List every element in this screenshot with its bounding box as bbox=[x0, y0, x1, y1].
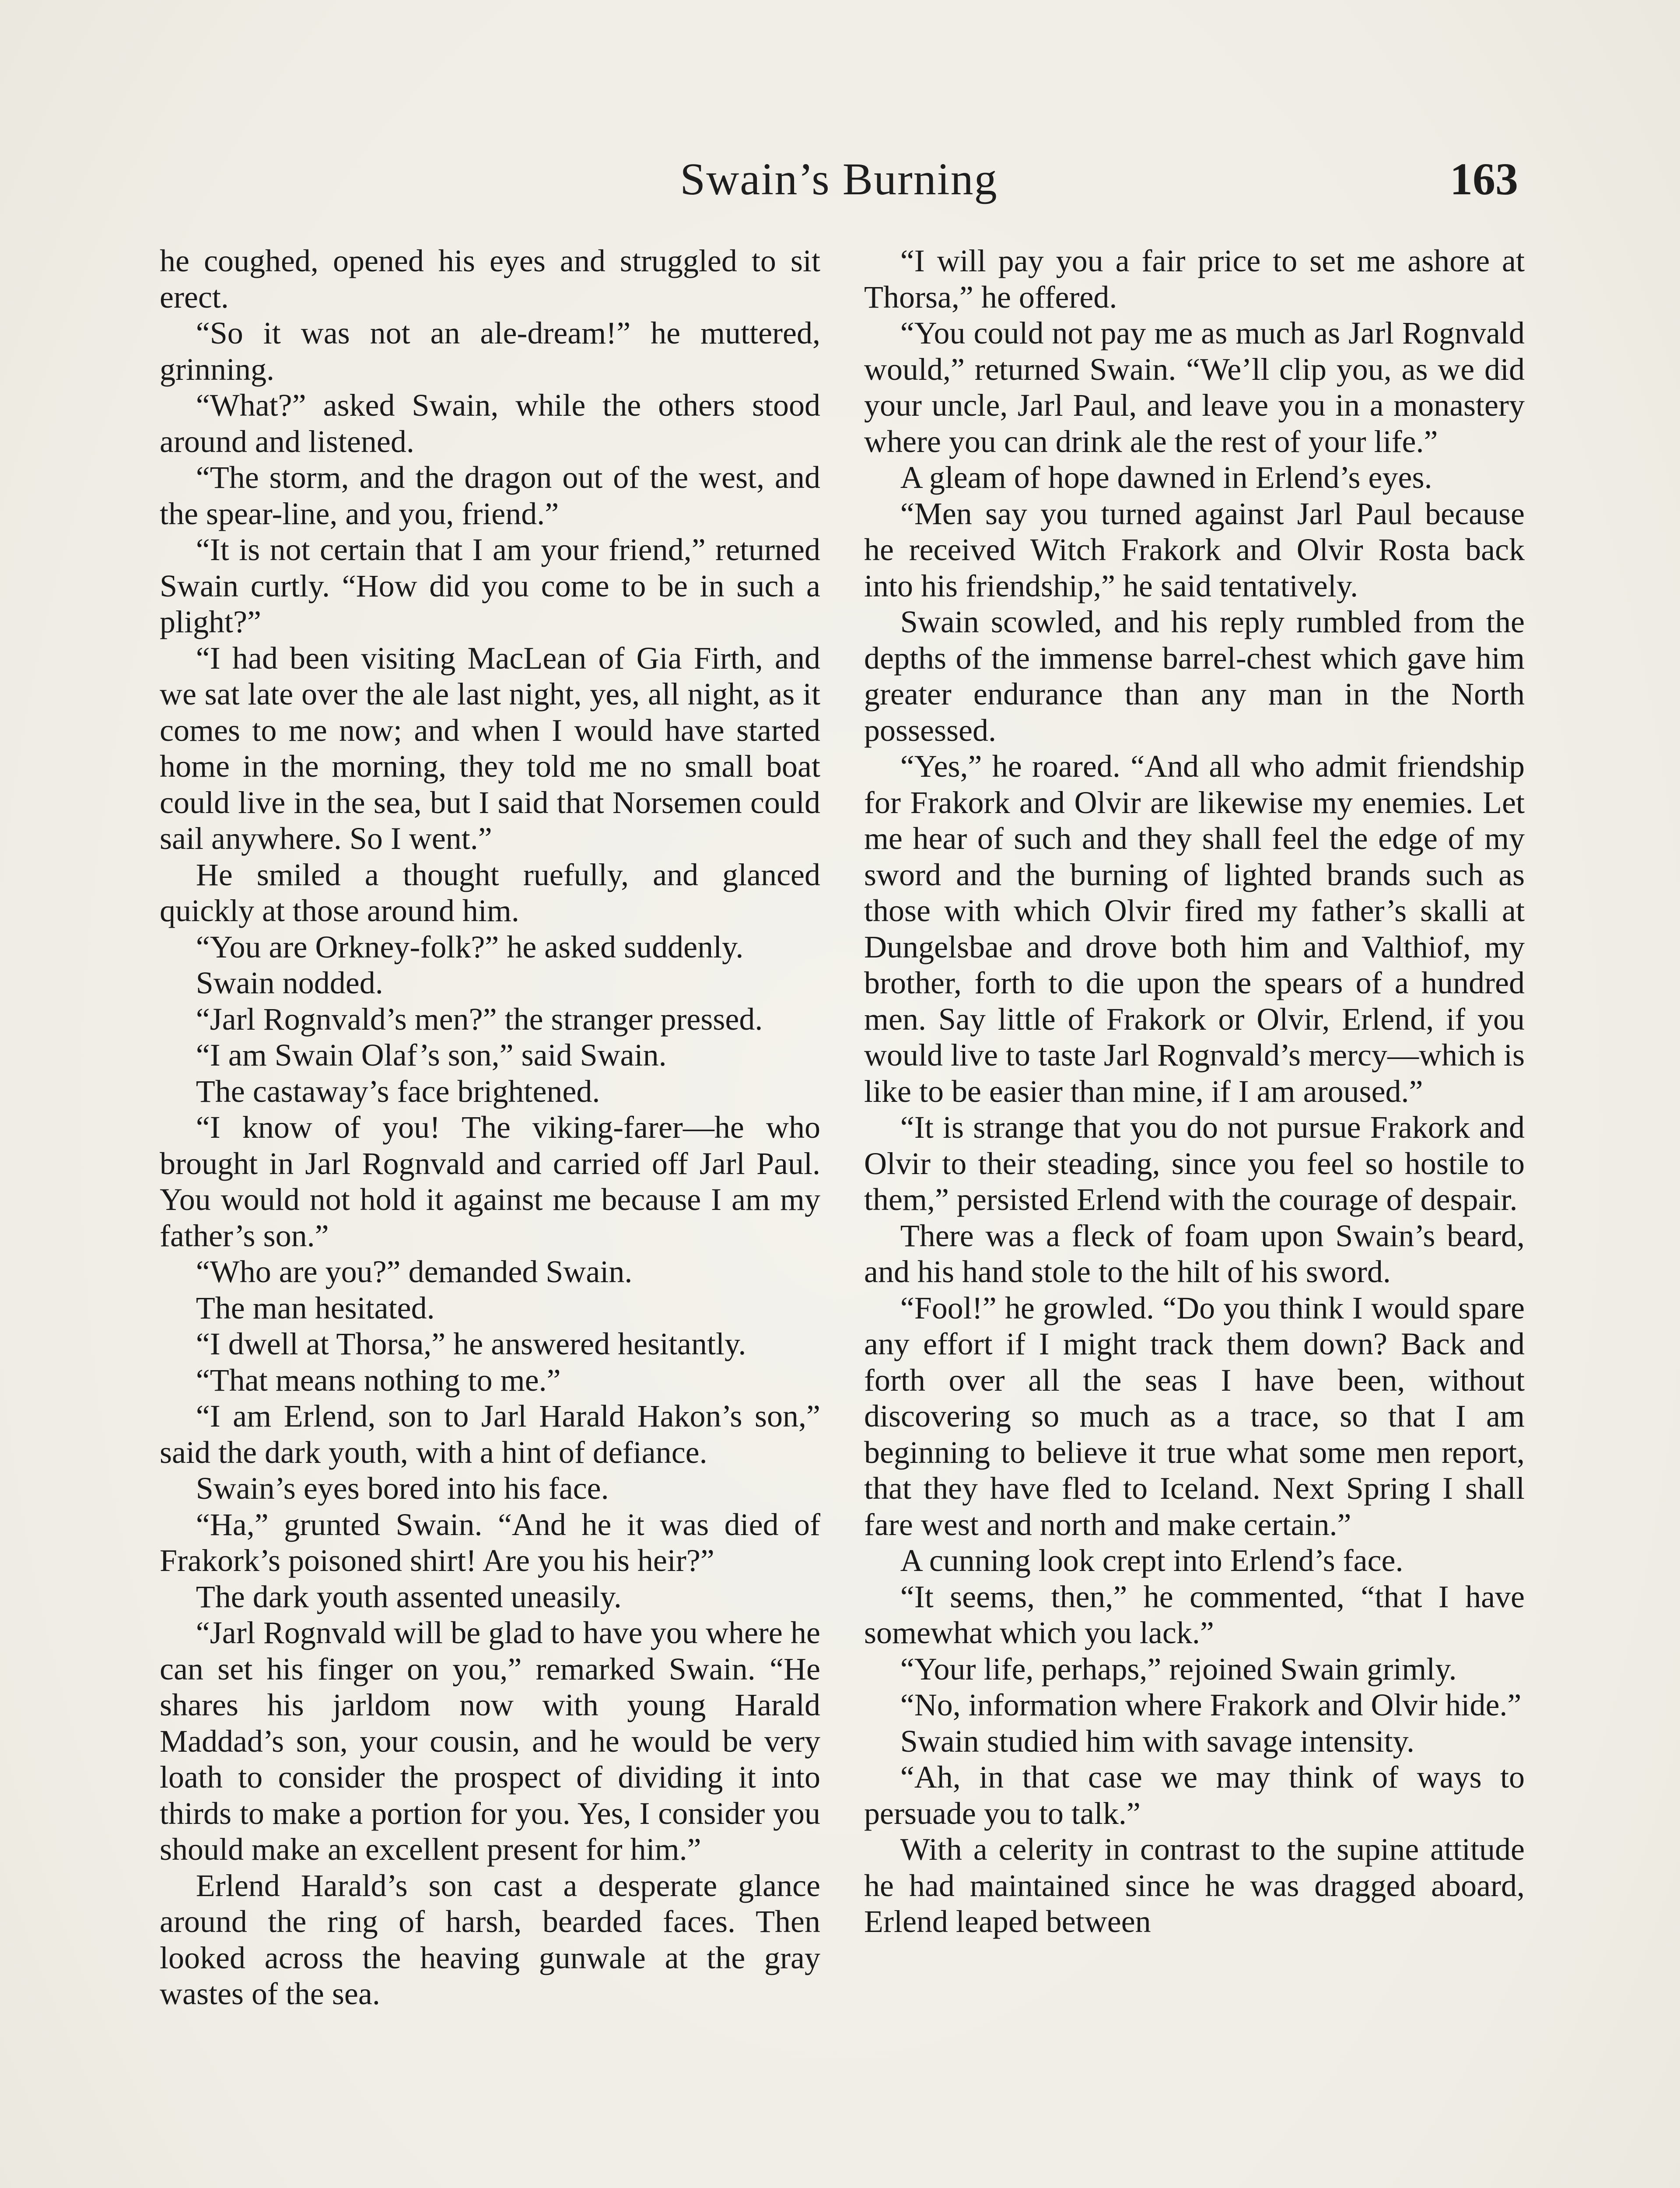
paragraph: The dark youth assented uneasily. bbox=[196, 1579, 622, 1614]
paragraph: “No, information where Frakork and Olvir hide.” bbox=[900, 1687, 1522, 1722]
paragraph: Swain nodded. bbox=[196, 965, 383, 1000]
page-header bbox=[160, 144, 1518, 214]
paragraph: “That means nothing to me.” bbox=[196, 1362, 561, 1398]
right-column bbox=[864, 243, 1525, 1940]
paragraph: With a celerity in contrast to the supine attitude he had maintained since he was dragged aboard, Erlend leaped between bbox=[864, 1832, 1525, 1939]
paragraph: “I know of you! The viking-farer—he who brought in Jarl Rognvald and carried off Jarl Paul. You would not hold it against me because I am my father’s son.” bbox=[160, 1110, 820, 1253]
paragraph: There was a fleck of foam upon Swain’s beard, and his hand stole to the hilt of his sword. bbox=[864, 1218, 1525, 1289]
paragraph: A gleam of hope dawned in Erlend’s eyes. bbox=[900, 460, 1432, 495]
paragraph: he coughed, opened his eyes and struggled to sit erect. bbox=[160, 243, 820, 315]
left-column bbox=[160, 243, 820, 2012]
paragraph: “Men say you turned against Jarl Paul because he received Witch Frakork and Olvir Rosta back into his friendship,” he said tentatively. bbox=[864, 496, 1525, 603]
paragraph: Swain’s eyes bored into his face. bbox=[196, 1471, 609, 1506]
paragraph: “What?” asked Swain, while the others stood around and listened. bbox=[160, 388, 820, 459]
paragraph: “Ha,” grunted Swain. “And he it was died of Frakork’s poisoned shirt! Are you his heir?” bbox=[160, 1507, 820, 1578]
paragraph: “I dwell at Thorsa,” he answered hesitantly. bbox=[196, 1326, 746, 1361]
running-title: Swain’s Burning bbox=[680, 154, 998, 204]
paragraph: “Fool!” he growled. “Do you think I would spare any effort if I might track them down? Back and forth over all the seas I have been, without discovering so much as a trace, so that I am beginning to believe it true what some men report, that they have fled to Iceland. Next Spring I shall fare west and north and make certain.” bbox=[864, 1290, 1525, 1542]
paragraph: “Ah, in that case we may think of ways to persuade you to talk.” bbox=[864, 1760, 1525, 1831]
paragraph: Swain studied him with savage intensity. bbox=[900, 1723, 1414, 1759]
paragraph: “Yes,” he roared. “And all who admit friendship for Frakork and Olvir are likewise my enemies. Let me hear of such and they shall feel the edge of my sword and the burning of lighted brands such as those with which Olvir fired my father’s skalli at Dungelsbae and drove both him and Valthiof, my brother, forth to die upon the spears of a hundred men. Say little of Frakork or Olvir, Erlend, if you would live to taste Jarl Rognvald’s mercy—which is like to be easier than mine, if I am aroused.” bbox=[864, 749, 1525, 1109]
paragraph: Swain scowled, and his reply rumbled from the depths of the immense barrel-chest which gave him greater endurance than any man in the North possessed. bbox=[864, 604, 1525, 748]
paragraph: “I am Erlend, son to Jarl Harald Hakon’s son,” said the dark youth, with a hint of defiance. bbox=[160, 1399, 820, 1470]
paragraph: “Jarl Rognvald will be glad to have you where he can set his finger on you,” remarked Swain. “He shares his jarldom now with young Harald Maddad’s son, your cousin, and he would be very loath to consider the prospect of dividing it into thirds to make a portion for you. Yes, I consider you should make an excellent present for him.” bbox=[160, 1615, 820, 1867]
paragraph: “It seems, then,” he commented, “that I have somewhat which you lack.” bbox=[864, 1579, 1525, 1650]
paragraph: A cunning look crept into Erlend’s face. bbox=[900, 1543, 1404, 1578]
paragraph: “It is not certain that I am your friend,” returned Swain curtly. “How did you come to be in such a plight?” bbox=[160, 532, 820, 639]
paragraph: “Your life, perhaps,” rejoined Swain grimly. bbox=[900, 1651, 1457, 1687]
paragraph: “I am Swain Olaf’s son,” said Swain. bbox=[196, 1038, 667, 1073]
paragraph: “You could not pay me as much as Jarl Rognvald would,” returned Swain. “We’ll clip you, as we did your uncle, Jarl Paul, and leave you in a monastery where you can drink ale the rest of your life.” bbox=[864, 316, 1525, 459]
paragraph: The man hesitated. bbox=[196, 1290, 435, 1325]
paragraph: “So it was not an ale-dream!” he muttered, grinning. bbox=[160, 316, 820, 387]
paragraph: He smiled a thought ruefully, and glanced quickly at those around him. bbox=[160, 857, 820, 928]
paragraph: “You are Orkney-folk?” he asked suddenly. bbox=[196, 929, 744, 964]
paragraph: “The storm, and the dragon out of the west, and the spear-line, and you, friend.” bbox=[160, 460, 820, 531]
paragraph: Erlend Harald’s son cast a desperate glance around the ring of harsh, bearded faces. Then looked across the heaving gunwale at the gray wastes of the sea. bbox=[160, 1868, 820, 2011]
paragraph: “It is strange that you do not pursue Frakork and Olvir to their steading, since you feel so hostile to them,” persisted Erlend with the courage of despair. bbox=[864, 1110, 1525, 1217]
paragraph: “Jarl Rognvald’s men?” the stranger pressed. bbox=[196, 1001, 763, 1037]
paragraph: “I had been visiting MacLean of Gia Firth, and we sat late over the ale last night, yes, all night, as it comes to me now; and when I would have started home in the morning, they told me no small boat could live in the sea, but I said that Norsemen could sail anywhere. So I went.” bbox=[160, 640, 820, 856]
paragraph: The castaway’s face brightened. bbox=[196, 1073, 600, 1109]
paragraph: “Who are you?” demanded Swain. bbox=[196, 1254, 633, 1289]
paragraph: “I will pay you a fair price to set me ashore at Thorsa,” he offered. bbox=[864, 243, 1525, 315]
page-number: 163 bbox=[1450, 154, 1518, 204]
